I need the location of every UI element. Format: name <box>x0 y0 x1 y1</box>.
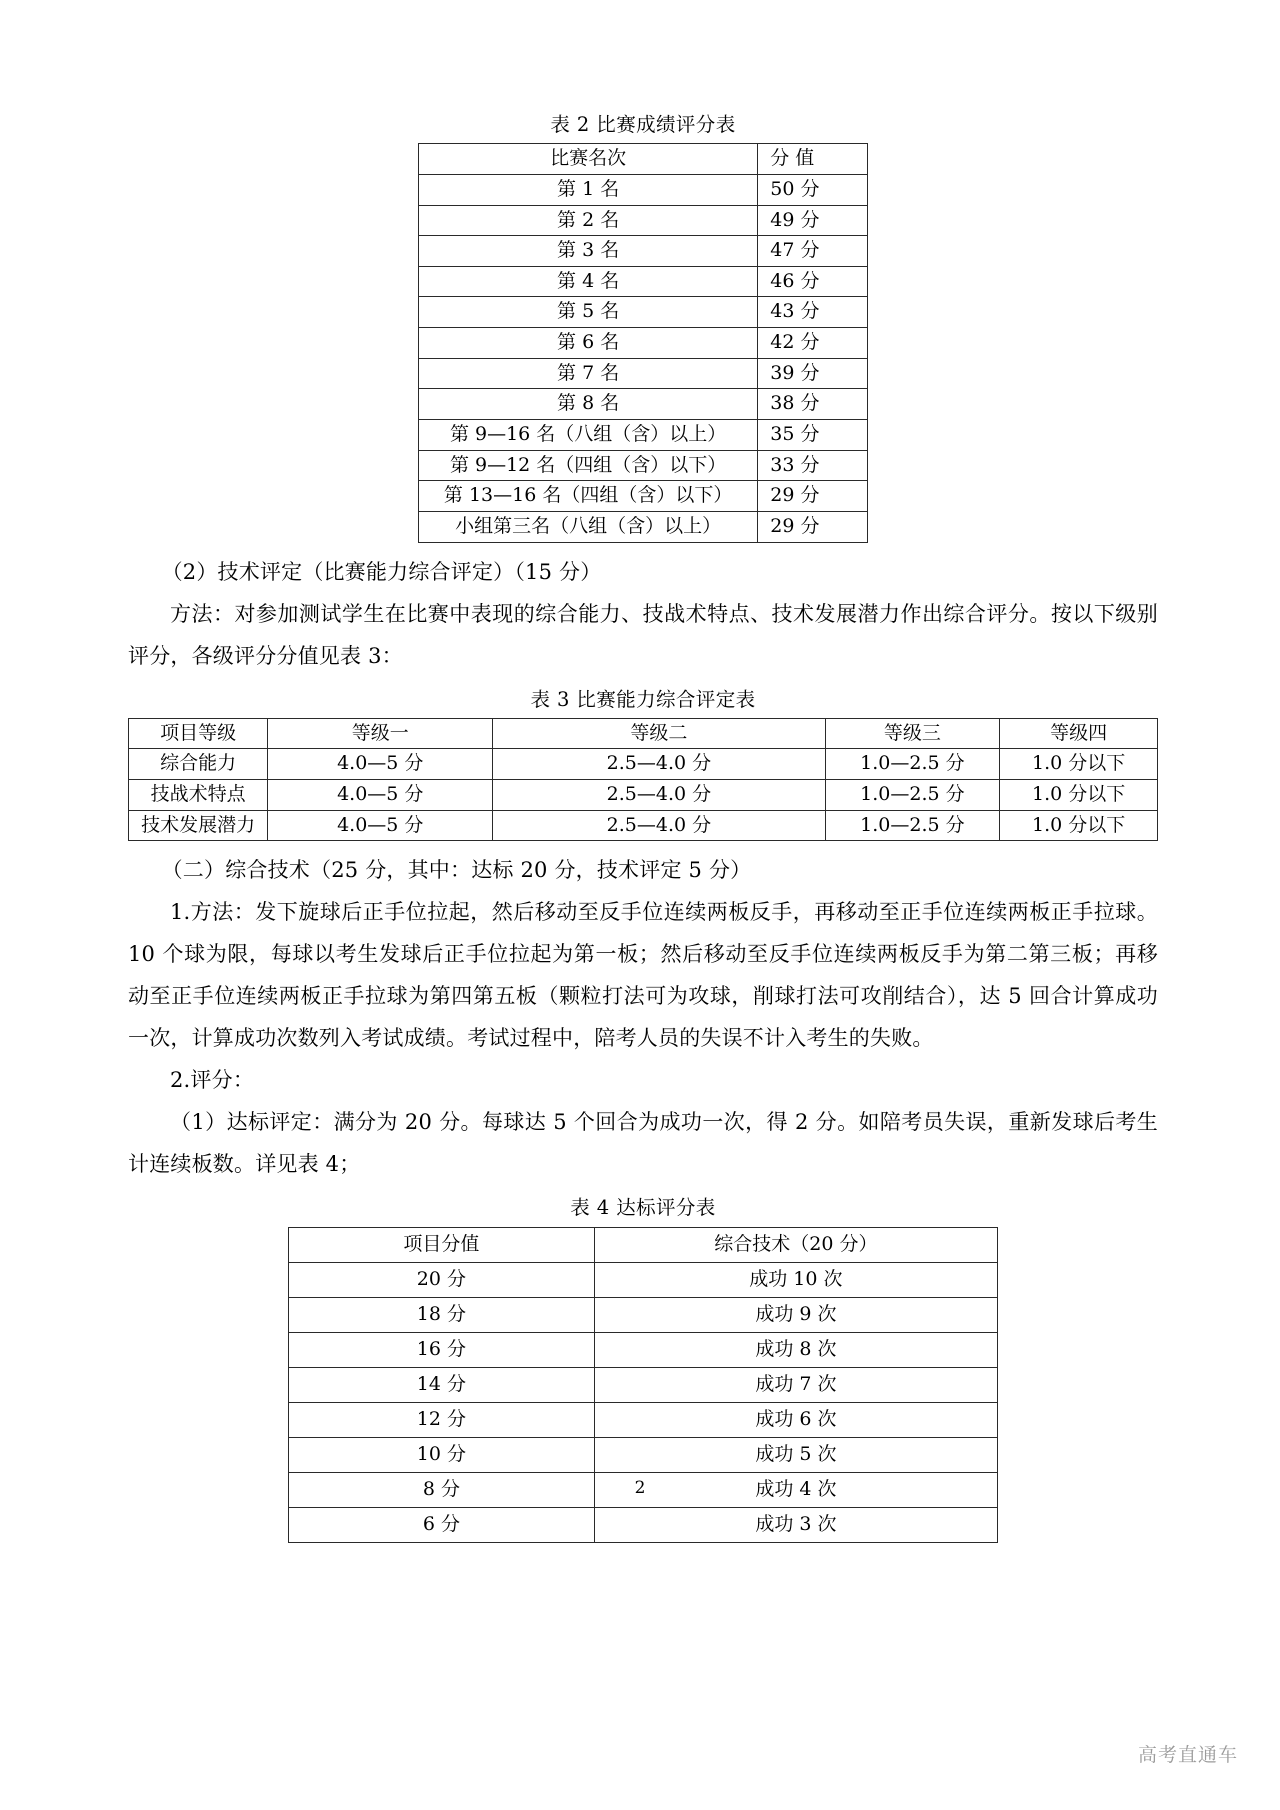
table-header-cell: 分 值 <box>758 144 868 175</box>
watermark-label: 高考直通车 <box>1137 1744 1238 1766</box>
table-row <box>419 420 868 451</box>
table-cell: 8 分 <box>289 1472 595 1507</box>
table-cell: 第 2 名 <box>419 205 758 236</box>
table-cell: 18 分 <box>289 1297 595 1332</box>
table-header-row <box>129 718 1158 749</box>
table-row <box>129 810 1158 841</box>
table-cell: 35 分 <box>758 420 868 451</box>
table-row <box>419 236 868 267</box>
table-cell: 成功 6 次 <box>594 1402 997 1437</box>
table-cell: 第 6 名 <box>419 328 758 359</box>
table-cell: 46 分 <box>758 266 868 297</box>
table-cell: 50 分 <box>758 174 868 205</box>
section-2-heading: （2）技术评定（比赛能力综合评定）（15 分） <box>161 559 602 584</box>
table-cell: 第 1 名 <box>419 174 758 205</box>
table-row <box>289 1437 998 1472</box>
table-row <box>419 266 868 297</box>
table-ability-grade-assessment <box>128 718 1158 842</box>
table-cell: 1.0—2.5 分 <box>825 780 1000 811</box>
table-row <box>419 205 868 236</box>
table-cell: 29 分 <box>758 511 868 542</box>
spacer <box>128 543 1158 551</box>
table-header-cell: 项目分值 <box>289 1227 595 1262</box>
table-row <box>289 1262 998 1297</box>
table-cell: 43 分 <box>758 297 868 328</box>
table-cell: 39 分 <box>758 358 868 389</box>
table-header-cell: 等级一 <box>268 718 493 749</box>
table-cell: 小组第三名（八组（含）以上） <box>419 511 758 542</box>
table-cell: 20 分 <box>289 1262 595 1297</box>
table4-caption: 表 4 达标评分表 <box>570 1196 716 1220</box>
table-cell: 综合能力 <box>129 749 268 780</box>
table-row <box>289 1367 998 1402</box>
table-cell: 成功 5 次 <box>594 1437 997 1472</box>
table-cell: 14 分 <box>289 1367 595 1402</box>
table-header-row <box>289 1227 998 1262</box>
table-cell: 38 分 <box>758 389 868 420</box>
table-cell: 成功 10 次 <box>594 1262 997 1297</box>
table3-caption: 表 3 比赛能力综合评定表 <box>530 687 756 711</box>
table-cell: 第 8 名 <box>419 389 758 420</box>
table-row <box>419 358 868 389</box>
method-paragraph: 方法：对参加测试学生在比赛中表现的综合能力、技战术特点、技术发展潜力作出综合评分。按以下级别评分，各级评分分值见表 3： <box>128 601 1158 668</box>
table-cell: 第 9—12 名（四组（含）以下） <box>419 450 758 481</box>
table-cell: 4.0—5 分 <box>268 810 493 841</box>
table-cell: 成功 4 次 <box>594 1472 997 1507</box>
table-header-cell: 综合技术（20 分） <box>594 1227 997 1262</box>
scoring-2-1-paragraph: （1）达标评定：满分为 20 分。每球达 5 个回合为成功一次，得 2 分。如陪考员失误，重新发球后考生计连续板数。详见表 4； <box>128 1110 1158 1177</box>
table-row <box>289 1297 998 1332</box>
table-cell: 第 13—16 名（四组（含）以下） <box>419 481 758 512</box>
spacer <box>128 841 1158 849</box>
table-cell: 6 分 <box>289 1507 595 1542</box>
table-header-cell: 等级三 <box>825 718 1000 749</box>
table-cell: 16 分 <box>289 1332 595 1367</box>
table-cell: 技战术特点 <box>129 780 268 811</box>
table-row <box>419 297 868 328</box>
table-cell: 成功 8 次 <box>594 1332 997 1367</box>
table-cell: 1.0 分以下 <box>1000 780 1158 811</box>
table-row <box>419 328 868 359</box>
table-cell: 1.0—2.5 分 <box>825 810 1000 841</box>
table-cell: 2.5—4.0 分 <box>493 810 825 841</box>
table-header-cell: 比赛名次 <box>419 144 758 175</box>
table2-wrapper <box>128 143 1158 542</box>
table-row <box>289 1402 998 1437</box>
table-cell: 第 4 名 <box>419 266 758 297</box>
table-row <box>129 780 1158 811</box>
table-row <box>419 481 868 512</box>
table-cell: 33 分 <box>758 450 868 481</box>
table-cell: 第 5 名 <box>419 297 758 328</box>
table-cell: 第 3 名 <box>419 236 758 267</box>
table-row <box>289 1507 998 1542</box>
table-header-cell: 等级二 <box>493 718 825 749</box>
table-cell: 4.0—5 分 <box>268 780 493 811</box>
table-cell: 49 分 <box>758 205 868 236</box>
table2-caption: 表 2 比赛成绩评分表 <box>550 113 736 136</box>
table-cell: 47 分 <box>758 236 868 267</box>
table-cell: 第 9—16 名（八组（含）以上） <box>419 420 758 451</box>
table-cell: 1.0 分以下 <box>1000 749 1158 780</box>
table-row <box>419 174 868 205</box>
scoring-2-heading: 2.评分： <box>170 1068 255 1093</box>
table-cell: 4.0—5 分 <box>268 749 493 780</box>
spacer <box>128 677 1158 685</box>
table2-body <box>419 144 868 542</box>
table3-body <box>129 718 1158 841</box>
table-cell: 技术发展潜力 <box>129 810 268 841</box>
table-cell: 成功 3 次 <box>594 1507 997 1542</box>
spacer <box>128 1185 1158 1193</box>
table-cell: 1.0 分以下 <box>1000 810 1158 841</box>
table-competition-rank-scores <box>418 143 868 542</box>
page-number: 2 <box>634 1478 646 1498</box>
table-cell: 2.5—4.0 分 <box>493 780 825 811</box>
section-er-heading: （二）综合技术（25 分，其中：达标 20 分，技术评定 5 分） <box>161 858 752 883</box>
table-row <box>289 1332 998 1367</box>
table-header-row <box>419 144 868 175</box>
table-cell: 成功 7 次 <box>594 1367 997 1402</box>
table-row <box>129 749 1158 780</box>
table-row <box>419 511 868 542</box>
table-cell: 成功 9 次 <box>594 1297 997 1332</box>
page-content <box>128 110 1158 1543</box>
table-cell: 29 分 <box>758 481 868 512</box>
method-1-paragraph: 1.方法：发下旋球后正手位拉起，然后移动至反手位连续两板反手，再移动至正手位连续两板正手拉球。10 个球为限，每球以考生发球后正手位拉起为第一板；然后移动至反手位连续两板反手为第二第三板；再移动至正手位连续两板正手拉球为第四第五板（颗粒打法可为攻球，削球打法可攻削结合），达 5 回合计算成功一次，计算成功次数列入考试成绩。考试过程中，陪考人员的失误不计入考生的失败。 <box>128 900 1158 1051</box>
table-row <box>419 389 868 420</box>
table-cell: 10 分 <box>289 1437 595 1472</box>
table-header-cell: 等级四 <box>1000 718 1158 749</box>
table-cell: 2.5—4.0 分 <box>493 749 825 780</box>
table-cell: 12 分 <box>289 1402 595 1437</box>
table-header-cell: 项目等级 <box>129 718 268 749</box>
table-row <box>419 450 868 481</box>
table-cell: 42 分 <box>758 328 868 359</box>
table-cell: 第 7 名 <box>419 358 758 389</box>
table-cell: 1.0—2.5 分 <box>825 749 1000 780</box>
